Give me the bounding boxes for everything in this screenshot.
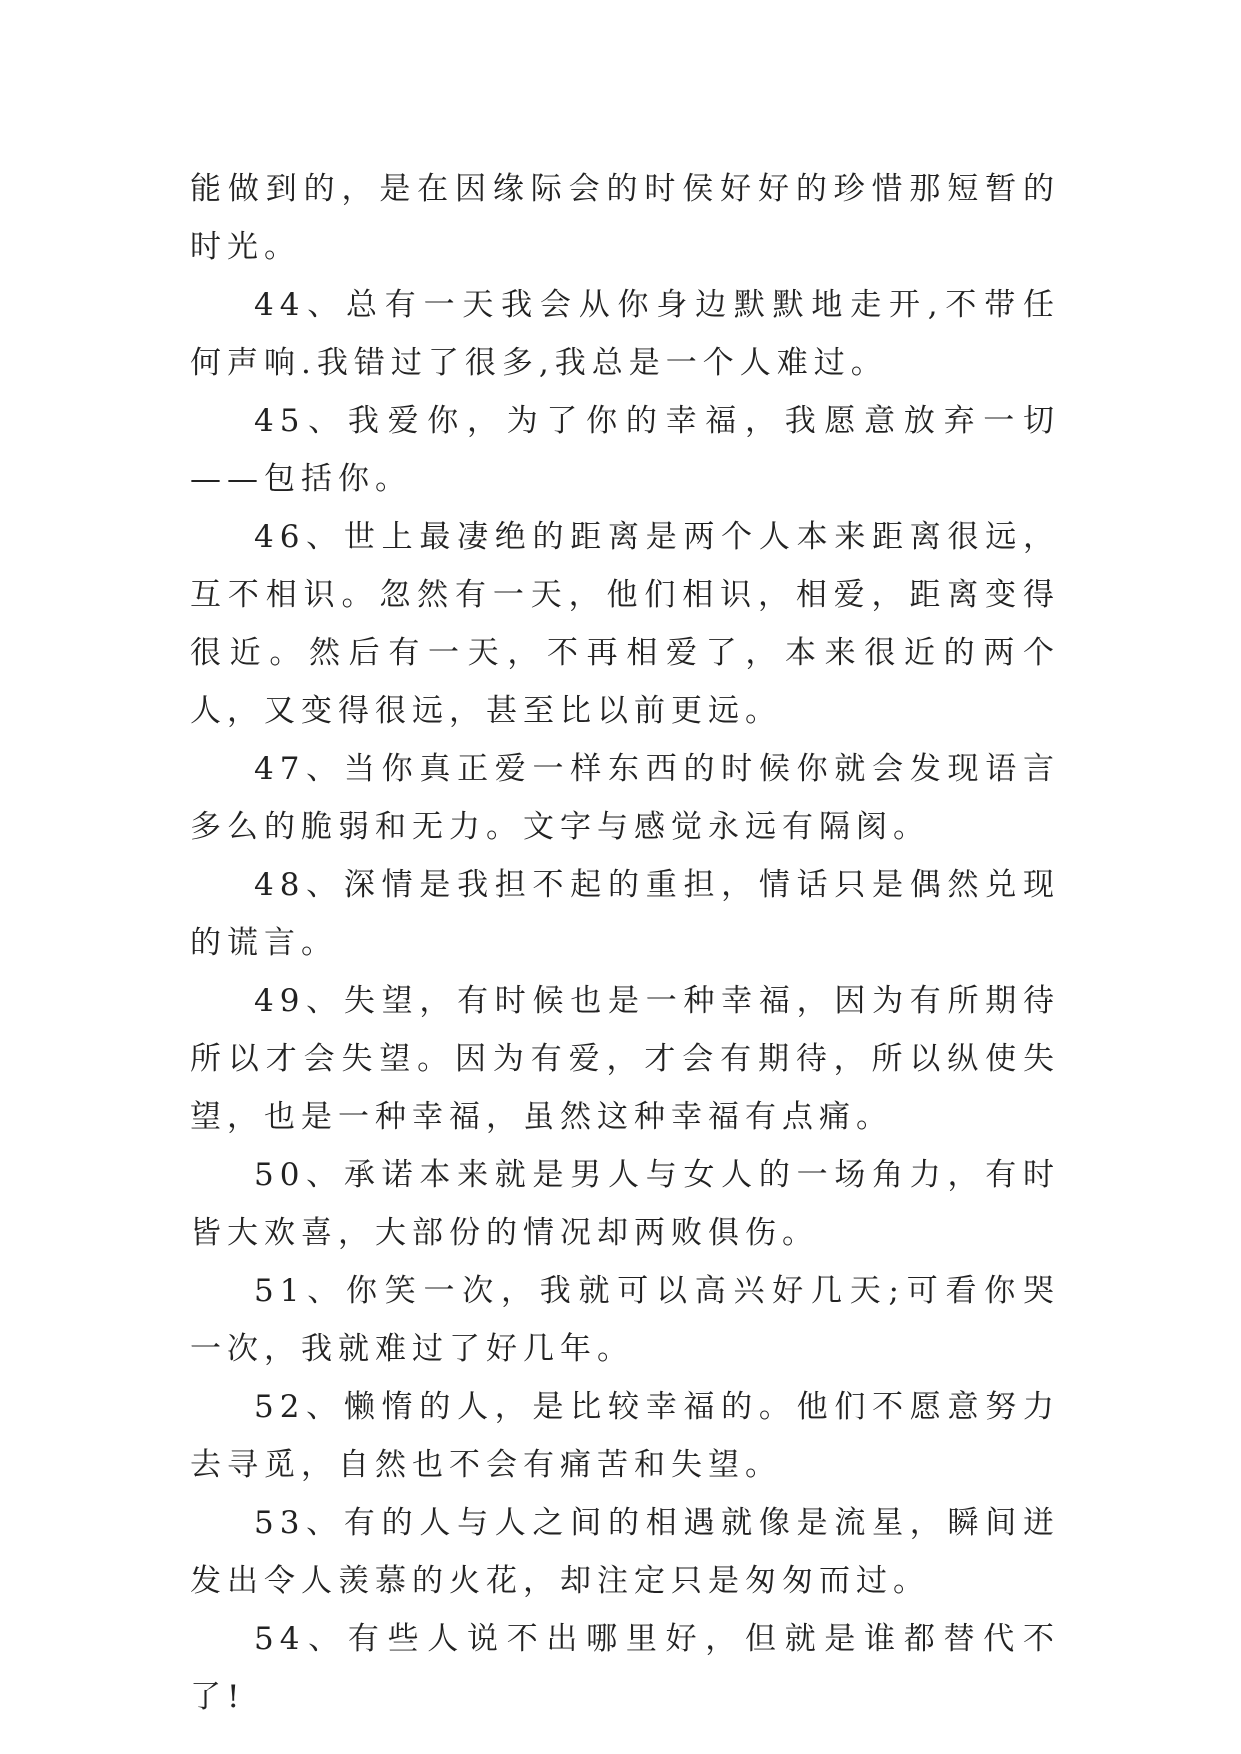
paragraph-quote-45: 45、我爱你，为了你的幸福，我愿意放弃一切——包括你。 [190,403,1060,497]
paragraph-quote-44: 44、总有一天我会从你身边默默地走开,不带任何声响.我错过了很多,我总是一个人难过。 [190,287,1060,381]
document-body [190,160,1060,1726]
paragraph-continuation: 能做到的，是在因缘际会的时侯好好的珍惜那短暂的时光。 [190,171,1060,265]
paragraph-quote-53: 53、有的人与人之间的相遇就像是流星，瞬间迸发出令人羡慕的火花，却注定只是匆匆而过。 [190,1505,1060,1599]
paragraph-quote-52: 52、懒惰的人，是比较幸福的。他们不愿意努力去寻觅，自然也不会有痛苦和失望。 [190,1389,1060,1483]
paragraph-quote-48: 48、深情是我担不起的重担，情话只是偶然兑现的谎言。 [190,867,1060,961]
paragraph-quote-49: 49、失望，有时候也是一种幸福，因为有所期待所以才会失望。因为有爱，才会有期待，所以纵使失望，也是一种幸福，虽然这种幸福有点痛。 [190,983,1060,1135]
paragraph-quote-54: 54、有些人说不出哪里好，但就是谁都替代不了! [190,1621,1060,1715]
paragraph-quote-51: 51、你笑一次，我就可以高兴好几天;可看你哭一次，我就难过了好几年。 [190,1273,1060,1367]
paragraph-quote-46: 46、世上最凄绝的距离是两个人本来距离很远，互不相识。忽然有一天，他们相识，相爱，距离变得很近。然后有一天，不再相爱了，本来很近的两个人，又变得很远，甚至比以前更远。 [190,519,1060,729]
paragraph-quote-50: 50、承诺本来就是男人与女人的一场角力，有时皆大欢喜，大部份的情况却两败俱伤。 [190,1157,1060,1251]
paragraph-quote-47: 47、当你真正爱一样东西的时候你就会发现语言多么的脆弱和无力。文字与感觉永远有隔阂。 [190,751,1060,845]
